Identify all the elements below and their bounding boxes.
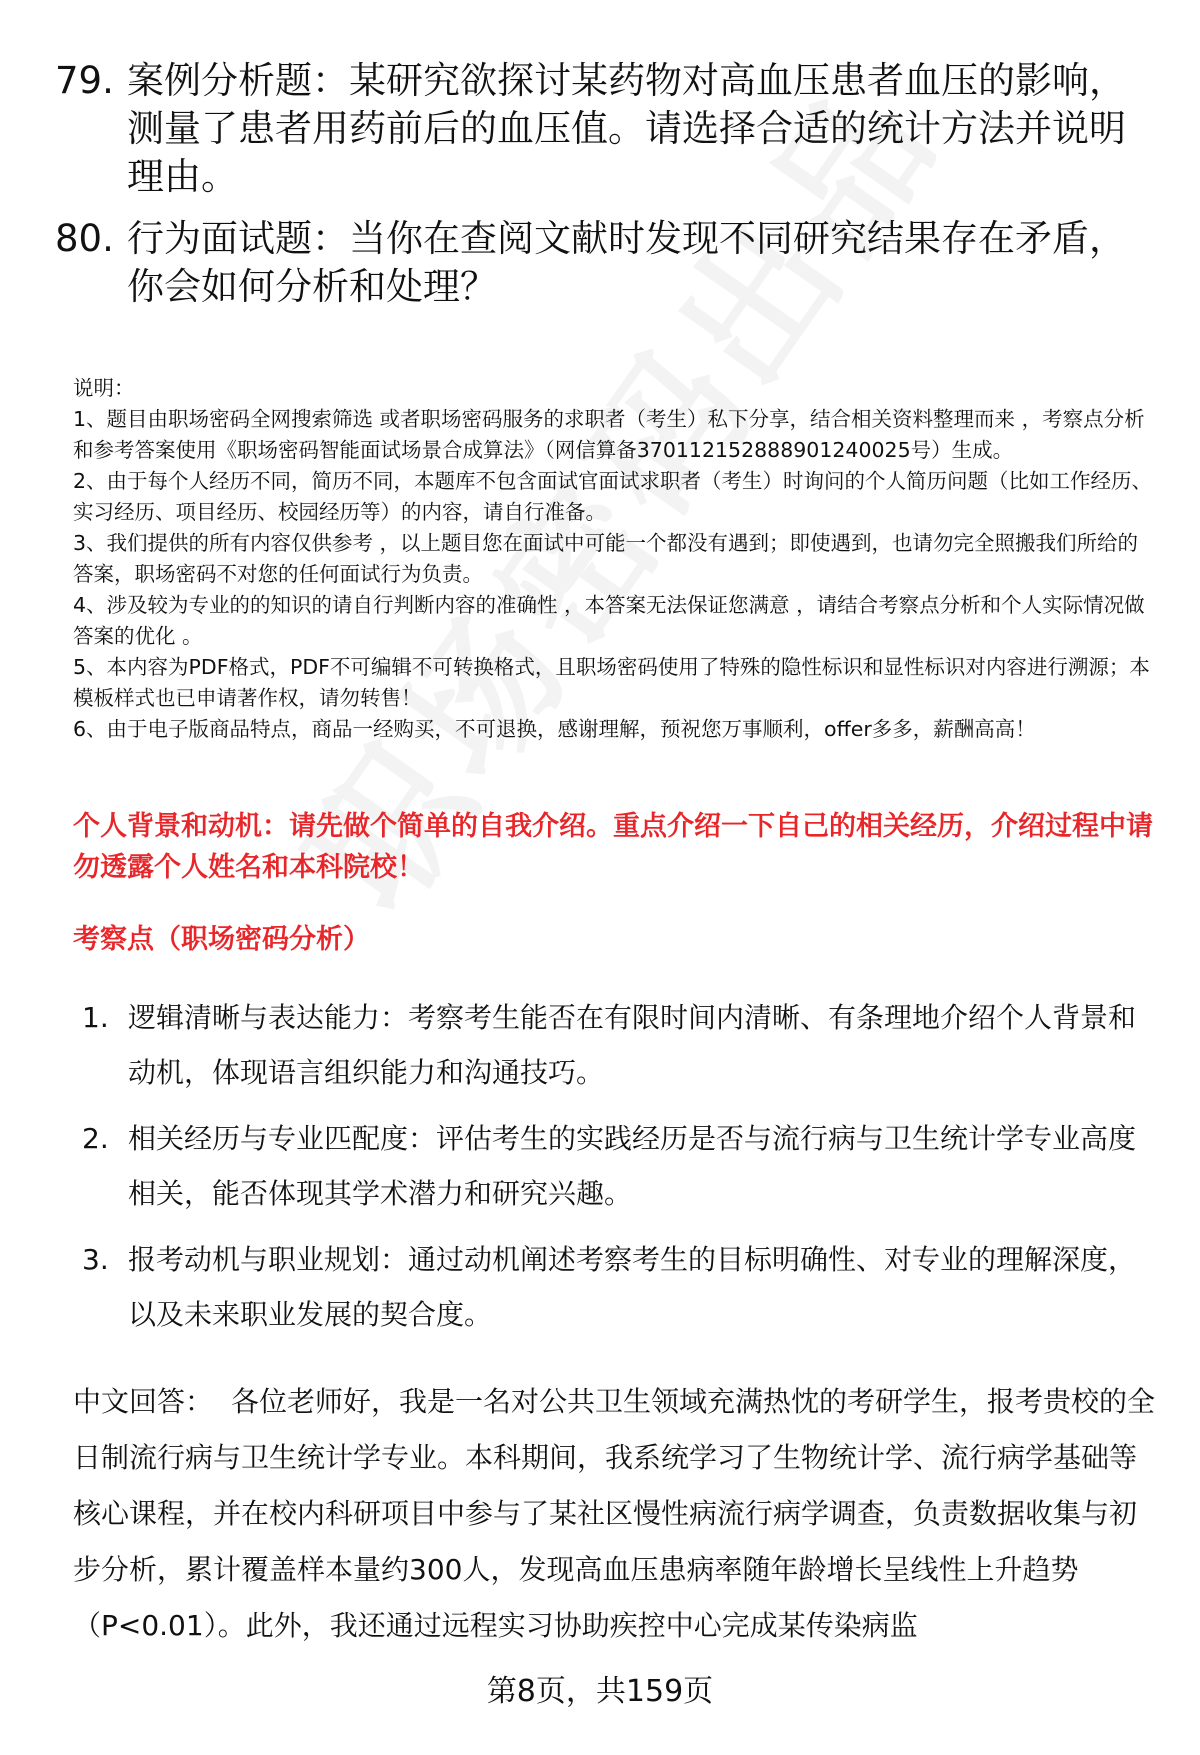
answer-text: 各位老师好，我是一名对公共卫生领域充满热忱的考研学生，报考贵校的全日制流行病与卫生统计学专业。本科期间，我系统学习了生物统计学、流行病学基础等核心课程，并在校内科研项目中参与了某社区慢性病流行病学调查，负责数据收集与初步分析，累计覆盖样本量约300人，发现高血压患病率随年龄增长呈线性上升趋势（P<0.01）。此外，我还通过远程实习协助疾控中心完成某传染病监 (73, 1385, 1156, 1642)
analysis-point (82, 1232, 1162, 1342)
analysis-points (82, 990, 1162, 1353)
notes-title: 说明： (73, 376, 135, 400)
question-text: 案例分析题：某研究欲探讨某药物对高血压患者血压的影响，测量了患者用药前后的血压值。请选择合适的统计方法并说明理由。 (127, 59, 1126, 198)
answer-section (73, 1374, 1161, 1654)
answer-label: 中文回答： (73, 1385, 214, 1418)
question-text: 行为面试题：当你在查阅文献时发现不同研究结果存在矛盾，你会如何分析和处理？ (127, 217, 1126, 308)
analysis-point (82, 990, 1162, 1100)
note-item: 2、由于每个人经历不同，简历不同，本题库不包含面试官面试求职者（考生）时询问的个人简历问题（比如工作经历、实习经历、项目经历、校园经历等）的内容，请自行准备。 (73, 469, 1153, 524)
question-number: 80. (55, 217, 114, 260)
point-text: 逻辑清晰与表达能力：考察考生能否在有限时间内清晰、有条理地介绍个人背景和动机，体现语言组织能力和沟通技巧。 (128, 1001, 1137, 1089)
note-item: 6、由于电子版商品特点，商品一经购买，不可退换，感谢理解，预祝您万事顺利，offer多多，薪酬高高！ (73, 717, 1036, 741)
analysis-title: 考察点（职场密码分析） (73, 924, 370, 955)
analysis-point (82, 1111, 1162, 1221)
page-number: 第8页，共159页 (486, 1674, 714, 1709)
question-80 (55, 215, 1155, 311)
note-item: 3、我们提供的所有内容仅供参考 ，以上题目您在面试中可能一个都没有遇到；即使遇到，也请勿完全照搬我们所给的答案，职场密码不对您的任何面试行为负责。 (73, 531, 1139, 586)
point-text: 相关经历与专业匹配度：评估考生的实践经历是否与流行病与卫生统计学专业高度相关，能否体现其学术潜力和研究兴趣。 (128, 1122, 1137, 1210)
question-79 (55, 57, 1155, 201)
point-text: 报考动机与职业规划：通过动机阐述考察考生的目标明确性、对专业的理解深度，以及未来职业发展的契合度。 (128, 1243, 1137, 1331)
point-number: 3. (82, 1243, 109, 1276)
question-number: 79. (55, 59, 114, 102)
section-question: 个人背景和动机：请先做个简单的自我介绍。重点介绍一下自己的相关经历，介绍过程中请勿透露个人姓名和本科院校！ (73, 811, 1153, 883)
notes-section (73, 373, 1158, 745)
note-item: 4、涉及较为专业的的知识的请自行判断内容的准确性 ，本答案无法保证您满意 ，请结合考察点分析和个人实际情况做答案的优化 。 (73, 593, 1145, 648)
note-item: 1、题目由职场密码全网搜索筛选 或者职场密码服务的求职者（考生）私下分享，结合相关资料整理而来 ，考察点分析和参考答案使用《职场密码智能面试场景合成算法》（网信算备370112152888901240025号）生成。 (73, 407, 1145, 462)
point-number: 1. (82, 1001, 109, 1034)
note-item: 5、本内容为PDF格式，PDF不可编辑不可转换格式，且职场密码使用了特殊的隐性标识和显性标识对内容进行溯源；本模板样式也已申请著作权，请勿转售！ (73, 655, 1150, 710)
point-number: 2. (82, 1122, 109, 1155)
